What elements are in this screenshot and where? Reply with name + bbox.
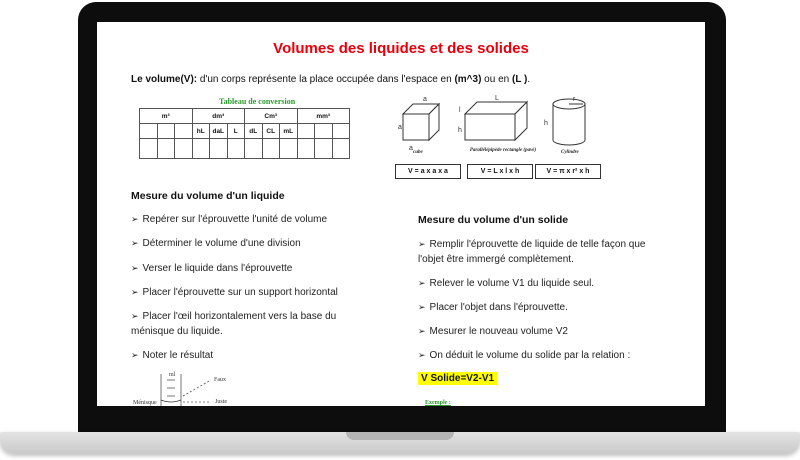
volume-definition xyxy=(131,74,530,85)
sub-ml: mL xyxy=(280,124,298,139)
bullet-arrow-icon: ➢ xyxy=(131,238,139,248)
document-page xyxy=(97,22,705,406)
bullet-arrow-icon: ➢ xyxy=(131,287,139,297)
pave-label-h: h xyxy=(458,127,462,134)
bullet-arrow-icon: ➢ xyxy=(131,350,139,360)
laptop-base xyxy=(0,432,800,454)
cylinder-label-r: r xyxy=(573,96,576,103)
definition-term: Le volume(V): xyxy=(131,74,198,85)
cube-label-a1: a xyxy=(423,96,427,103)
example-label: Exemple : xyxy=(425,400,451,406)
definition-or: ou en xyxy=(481,74,512,85)
bullet-arrow-icon: ➢ xyxy=(418,350,426,360)
figure-label-menisque: Ménisque xyxy=(133,400,157,406)
liquid-step-5-cont: ménisque du liquide. xyxy=(131,326,223,337)
liquid-step-2: ➢ Déterminer le volume d'une division xyxy=(131,238,301,249)
solid-step-5: ➢ On déduit le volume du solide par la relation : xyxy=(418,350,631,361)
conversion-table xyxy=(139,108,350,159)
parallelepiped-shape xyxy=(465,102,527,140)
liquid-step-3: ➢ Verser le liquide dans l'éprouvette xyxy=(131,263,293,274)
cube-shape xyxy=(403,104,439,140)
figure-label-ml: ml xyxy=(169,372,176,378)
bullet-arrow-icon: ➢ xyxy=(418,278,426,288)
pave-label-L: L xyxy=(495,95,499,102)
cylinder-shape xyxy=(553,99,585,145)
parallelepiped-caption: Parallélépipède rectangle (pavé) xyxy=(469,148,537,153)
bullet-arrow-icon: ➢ xyxy=(131,311,139,321)
bullet-arrow-icon: ➢ xyxy=(131,214,139,224)
solid-step-3: ➢ Placer l'objet dans l'éprouvette. xyxy=(418,302,568,313)
liquid-step-4: ➢ Placer l'éprouvette sur un support horizontal xyxy=(131,287,338,298)
bullet-arrow-icon: ➢ xyxy=(418,326,426,336)
pave-label-l: l xyxy=(459,107,461,114)
header-dm3: dm³ xyxy=(192,109,245,124)
bullet-arrow-icon: ➢ xyxy=(418,302,426,312)
conversion-header-row xyxy=(140,109,350,124)
bullet-arrow-icon: ➢ xyxy=(418,239,426,249)
cylinder-formula: V = π x r² x h xyxy=(535,164,601,179)
solid-step-1: ➢ Remplir l'éprouvette de liquide de telle façon que xyxy=(418,239,646,250)
liquid-section-heading: Mesure du volume d'un liquide xyxy=(131,190,285,202)
sub-cl: CL xyxy=(262,124,280,139)
conversion-empty-row xyxy=(140,139,350,159)
conversion-table-title: Tableau de conversion xyxy=(219,97,296,106)
solid-step-1-cont: l'objet être immergé complètement. xyxy=(418,254,574,265)
solid-section-heading: Mesure du volume d'un solide xyxy=(418,214,569,226)
liquid-step-1: ➢ Repérer sur l'éprouvette l'unité de volume xyxy=(131,214,328,225)
solid-step-4: ➢ Mesurer le nouveau volume V2 xyxy=(418,326,568,337)
laptop-notch xyxy=(346,432,454,440)
figure-label-faux: Faux xyxy=(214,377,226,383)
sub-dal: daL xyxy=(210,124,228,139)
solid-volume-formula: V Solide=V2-V1 xyxy=(418,372,497,385)
cube-formula: V = a x a x a xyxy=(395,164,461,179)
sub-dl: dL xyxy=(245,124,263,139)
conversion-subunit-row xyxy=(140,124,350,139)
header-m3: m³ xyxy=(140,109,193,124)
bullet-arrow-icon: ➢ xyxy=(131,263,139,273)
header-cm3: Cm³ xyxy=(245,109,298,124)
liquid-step-5: ➢ Placer l'œil horizontalement vers la base du xyxy=(131,311,337,322)
sub-l: L xyxy=(227,124,245,139)
definition-end: . xyxy=(527,74,531,85)
definition-text: d'un corps représente la place occupée dans l'espace en xyxy=(197,74,455,85)
unit-litre: (L ) xyxy=(512,74,528,85)
cylinder-label-h: h xyxy=(544,120,548,127)
cube-caption: cube xyxy=(413,150,423,155)
cylinder-caption: Cylindre xyxy=(561,150,579,155)
header-mm3: mm³ xyxy=(297,109,350,124)
parallelepiped-formula: V = L x l x h xyxy=(467,164,533,179)
cube-label-a2: a xyxy=(398,124,402,131)
liquid-step-6: ➢ Noter le résultat xyxy=(131,350,214,361)
sub-hl: hL xyxy=(192,124,210,139)
page-title: Volumes des liquides et des solides xyxy=(273,40,529,57)
figure-label-juste: Juste xyxy=(215,399,227,405)
cube-label-a3: a xyxy=(409,145,413,152)
solid-step-2: ➢ Relever le volume V1 du liquide seul. xyxy=(418,278,595,289)
unit-m3: (m^3) xyxy=(454,74,482,85)
